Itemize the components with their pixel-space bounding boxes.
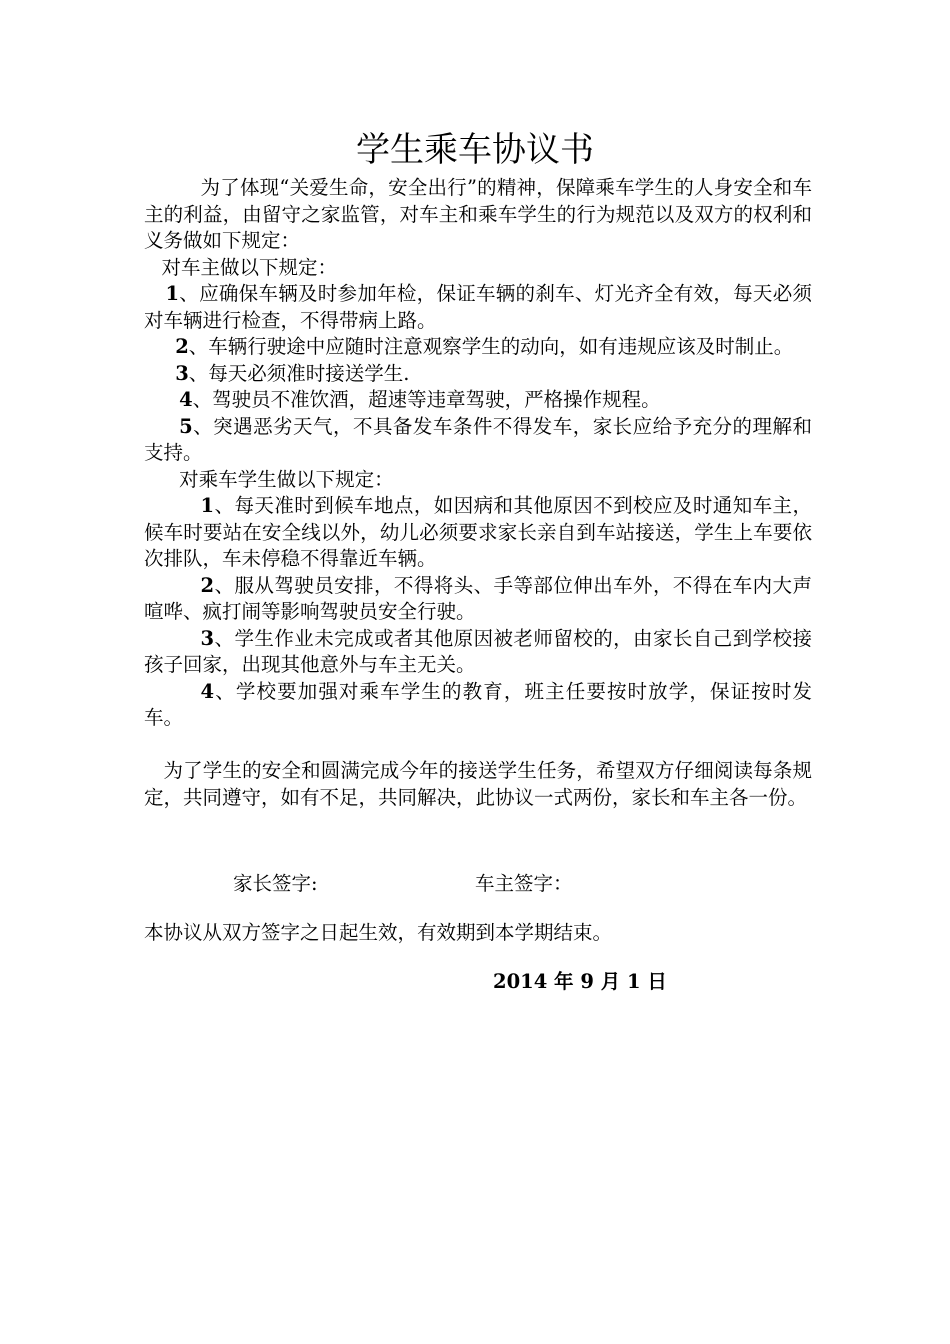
agreement-date: 2014 年 9 月 1 日 — [493, 970, 667, 993]
rule-number: 2 — [200, 573, 215, 597]
effective-statement: 本协议从双方签字之日起生效，有效期到本学期结束。 — [144, 921, 613, 944]
owner-rule-2 — [144, 334, 812, 361]
owner-rules-heading: 对车主做以下规定： — [161, 255, 338, 279]
student-rule-2 — [144, 573, 812, 626]
rule-text: 、学校要加强对乘车学生的教育，班主任要按时放学，保证按时发车。 — [144, 679, 812, 729]
owner-rule-5 — [144, 414, 812, 467]
owner-signature-label: 车主签字： — [475, 872, 573, 895]
document-title: 学生乘车协议书 — [356, 130, 594, 170]
student-rules-heading: 对乘车学生做以下规定： — [179, 467, 394, 491]
parent-signature-label: 家长签字: — [233, 872, 318, 895]
blank-line — [144, 732, 812, 759]
rule-text: 、学生作业未完成或者其他原因被老师留校的，由家长自己到学校接孩子回家，出现其他意外与车主无关。 — [144, 626, 812, 676]
student-rule-1 — [144, 493, 812, 573]
rule-number: 4 — [179, 388, 193, 411]
rule-number: 2 — [175, 335, 189, 358]
rule-text: 、应确保车辆及时参加年检，保证车辆的刹车、灯光齐全有效，每天必须对车辆进行检查，不得带病上路。 — [144, 282, 812, 332]
owner-rule-3 — [144, 361, 812, 388]
rule-number: 5 — [179, 414, 193, 438]
intro-paragraph: 为了体现“关爱生命，安全出行”的精神，保障乘车学生的人身安全和车主的利益，由留守之家监管，对车主和乘车学生的行为规范以及双方的权利和义务做如下规定： — [144, 176, 812, 252]
owner-rule-1 — [144, 281, 812, 334]
rule-text: 、突遇恶劣天气，不具备发车条件不得发车，家长应给予充分的理解和支持。 — [144, 414, 812, 464]
rule-text: 、每天准时到候车地点，如因病和其他原因不到校应及时通知车主，候车时要站在安全线以外，幼儿必须要求家长亲自到车站接送，学生上车要依次排队，车未停稳不得靠近车辆。 — [144, 494, 812, 570]
signature-row — [0, 869, 950, 899]
rule-number: 4 — [200, 679, 215, 703]
rule-number: 1 — [200, 494, 215, 517]
rule-number: 1 — [165, 282, 180, 305]
rule-text: 、车辆行驶途中应随时注意观察学生的动向，如有违规应该及时制止。 — [188, 335, 794, 358]
student-rule-4 — [144, 679, 812, 732]
closing-paragraph: 为了学生的安全和圆满完成今年的接送学生任务，希望双方仔细阅读每条规定，共同遵守，如有不足，共同解决，此协议一式两份，家长和车主各一份。 — [144, 759, 812, 809]
rule-number: 3 — [200, 626, 215, 650]
rule-text: 、每天必须准时接送学生. — [188, 361, 410, 385]
rule-number: 3 — [175, 361, 189, 385]
owner-rule-4 — [144, 387, 812, 414]
rule-text: 、驾驶员不准饮酒，超速等违章驾驶，严格操作规程。 — [192, 388, 661, 411]
student-rule-3 — [144, 626, 812, 679]
rule-text: 、服从驾驶员安排，不得将头、手等部位伸出车外，不得在车内大声喧哗、疯打闹等影响驾驶员安全行驶。 — [144, 573, 812, 623]
document-body — [144, 175, 812, 811]
